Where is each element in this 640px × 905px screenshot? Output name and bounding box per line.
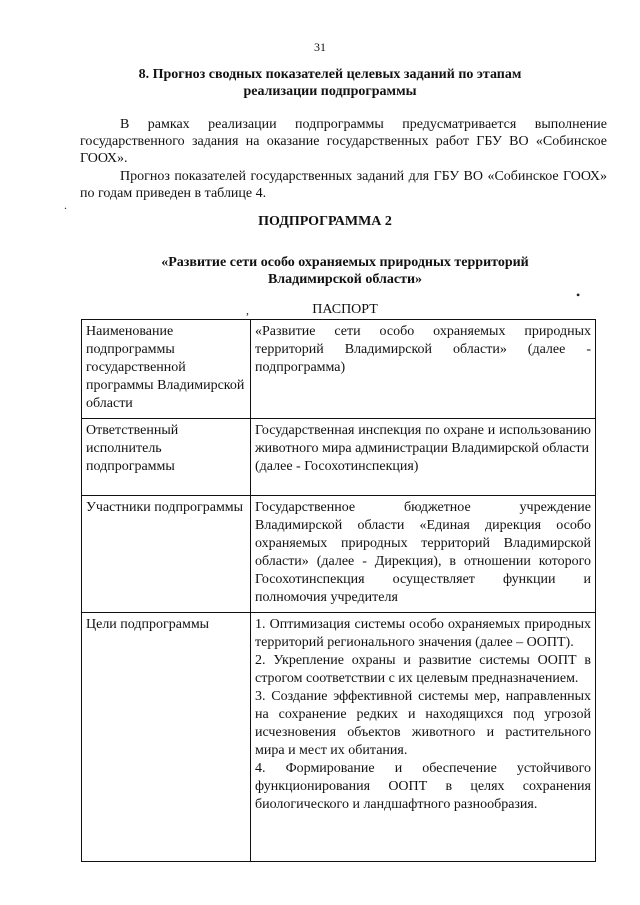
page-number: 31 — [314, 40, 326, 54]
executor-text: Государственная инспекция по охране и использованию животного мира администрации Владимирской области — [255, 423, 591, 456]
paragraph-forecast: Прогноз показателей государственных заданий для ГБУ ВО «Собинское ГООХ» по годам приведен в таблице 4. — [80, 169, 607, 201]
row-value-name: «Развитие сети особо охраняемых природных территорий Владимирской области» (далее - подпрограмма) — [251, 320, 596, 419]
subprogram-name-line2: Владимирской области» — [267, 272, 423, 287]
section-heading-line1: 8. Прогноз сводных показателей целевых заданий по этапам — [138, 67, 522, 82]
table-row — [82, 613, 596, 862]
row-label-participants: Участники подпрограммы — [82, 496, 251, 613]
row-label-goals: Цели подпрограммы — [82, 613, 251, 862]
goal-item: 4. Формирование и обеспечение устойчивого функционирования ООПТ в целях сохранения биологического и ландшафтного разнообразия. — [255, 761, 591, 812]
section-heading-line2: реализации подпрограммы — [243, 84, 417, 99]
executor-abbr: (далее - Госохотинспекция) — [255, 459, 419, 474]
row-value-goals — [251, 613, 596, 862]
row-value-participants: Государственное бюджетное учреждение Владимирской области «Единая дирекция особо охраняемых природных территорий Владимирской области» (далее - Дирекция), в отношении которого Госохотинспекция осуществляет функции и полномочия учредителя — [251, 496, 596, 613]
table-row — [82, 419, 596, 496]
row-label-name: Наименование подпрограммы государственной программы Владимирской области — [82, 320, 251, 419]
table-row — [82, 496, 596, 613]
subprogram-name — [120, 254, 570, 288]
goal-item: 1. Оптимизация системы особо охраняемых природных территорий регионального значения (далее – ООПТ). — [255, 617, 591, 650]
section-heading — [95, 66, 565, 100]
table-row — [82, 320, 596, 419]
goal-item: 3. Создание эффективной системы мер, направленных на сохранение редких и находящихся под угрозой исчезновения объектов животного и растительного мира и мест их обитания. — [255, 689, 591, 758]
subprogram-name-line1: «Развитие сети особо охраняемых природных территорий — [161, 255, 529, 270]
paragraph-implementation: В рамках реализации подпрограммы предусматривается выполнение государственного задания на оказание государственных работ ГБУ ВО «Собинское ГООХ». — [80, 117, 607, 166]
goal-item: 2. Укрепление охраны и развитие системы ООПТ в строгом соответствии с их целевым предназначением. — [255, 653, 591, 686]
scan-speck: , — [246, 303, 249, 317]
scan-speck: . — [64, 198, 67, 212]
row-value-executor — [251, 419, 596, 496]
scan-speck: • — [576, 288, 581, 302]
passport-label: ПАСПОРТ — [312, 302, 378, 317]
passport-table — [81, 319, 596, 862]
subprogram-title: ПОДПРОГРАММА 2 — [258, 214, 392, 229]
row-label-executor: Ответственный исполнитель подпрограммы — [82, 419, 251, 496]
